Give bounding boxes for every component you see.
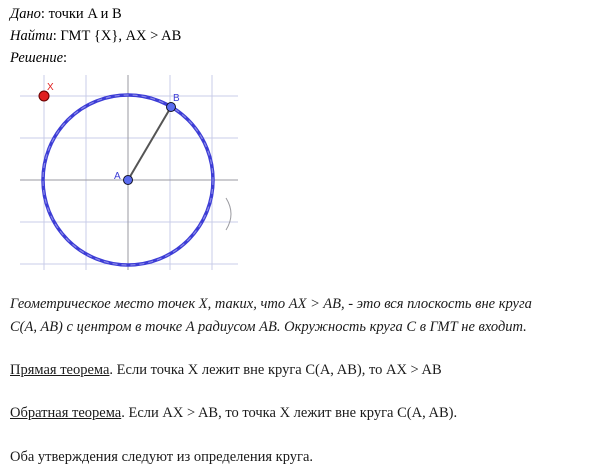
inverse-theorem-text: . Если AX > AB, то точка X лежит вне круга C(A, AB). (121, 405, 458, 421)
direct-theorem-text: . Если точка X лежит вне круга C(A, AB), то AX > AB (109, 362, 442, 378)
grid (20, 75, 238, 270)
direct-theorem (10, 360, 442, 380)
inverse-theorem (10, 403, 457, 423)
point-x-label: X (47, 82, 54, 93)
segment-ab (128, 107, 171, 180)
conclusion: Оба утверждения следуют из определения круга. (10, 449, 314, 465)
description-line-1: Геометрическое место точек X, таких, что AX > AB, - это вся плоскость вне круга (10, 296, 532, 312)
given-text: : точки A и B (40, 6, 122, 22)
find-label: Найти (10, 28, 53, 44)
point-a[interactable] (124, 176, 133, 185)
inverse-theorem-title: Обратная теорема (10, 405, 122, 421)
find-text: : ГМТ {X}, AX > AB (52, 28, 182, 44)
solution-label: Решение (10, 50, 64, 66)
point-b-label: B (173, 93, 180, 104)
direct-theorem-title: Прямая теорема (10, 362, 110, 378)
solution-text: : (63, 50, 68, 66)
point-a-label: A (114, 171, 121, 182)
given-label: Дано (10, 6, 41, 22)
description-line-2: C(A, AB) с центром в точке A радиусом AB. Окружность круга C в ГМТ не входит. (10, 319, 527, 335)
arc-mark (226, 198, 231, 230)
